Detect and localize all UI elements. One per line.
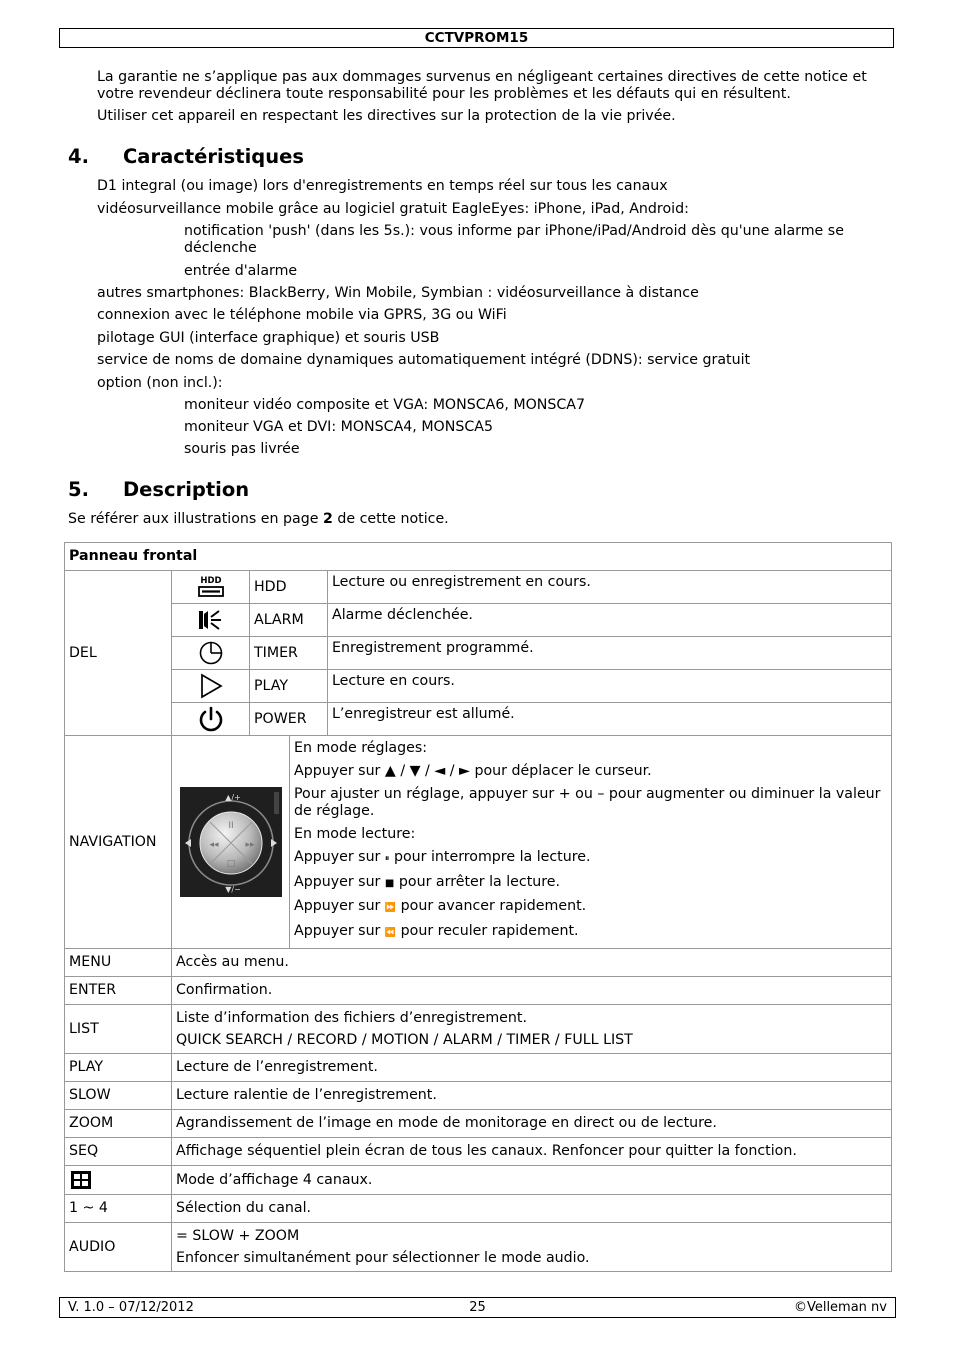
led-name: HDD (250, 571, 328, 604)
led-name: TIMER (250, 637, 328, 670)
button-description: Accès au menu. (172, 949, 892, 977)
feature-item: option (non incl.): (97, 375, 223, 391)
pad-up-label: ▲/+ (224, 793, 241, 802)
front-panel-table (64, 542, 892, 1272)
led-name: ALARM (250, 604, 328, 637)
button-label: PLAY (65, 1054, 172, 1082)
button-description: Lecture de l’enregistrement. (172, 1054, 892, 1082)
page-footer (59, 1297, 896, 1318)
nav-line: Pour ajuster un réglage, appuyer sur + ou – pour augmenter ou diminuer la valeur de réglage. (294, 786, 881, 819)
stop-icon: ■ (384, 878, 395, 889)
page-number: 25 (469, 1300, 486, 1315)
copyright: ©Velleman nv (793, 1300, 887, 1315)
svg-text:◂◂: ◂◂ (208, 840, 219, 850)
fast-forward-icon: ⏩ (384, 903, 397, 913)
nav-line: En mode lecture: (294, 826, 416, 842)
section-4-title: Caractéristiques (123, 145, 304, 168)
button-label: ZOOM (65, 1110, 172, 1138)
alarm-icon (196, 607, 226, 633)
button-label: SLOW (65, 1082, 172, 1110)
feature-item: pilotage GUI (interface graphique) et souris USB (97, 330, 440, 346)
section-5-title: Description (123, 478, 250, 501)
play-icon (196, 673, 226, 699)
feature-subitem: souris pas livrée (184, 441, 300, 457)
svg-text:II: II (227, 821, 234, 831)
svg-text:▸▸: ▸▸ (244, 840, 255, 850)
section-5-heading (68, 478, 249, 502)
feature-item: autres smartphones: BlackBerry, Win Mobile, Symbian : vidéosurveillance à distance (97, 285, 699, 301)
table-heading: Panneau frontal (65, 543, 892, 571)
button-label: ENTER (65, 977, 172, 1005)
svg-text:HDD: HDD (199, 576, 222, 586)
section-4-heading (68, 145, 304, 169)
quad-view-icon (69, 1170, 93, 1190)
button-description: Agrandissement de l’image en mode de monitorage en direct ou de lecture. (172, 1110, 892, 1138)
button-label: AUDIO (65, 1223, 172, 1272)
section-5-number: 5. (68, 478, 89, 501)
svg-text:□: □ (226, 859, 235, 869)
button-description: Lecture ralentie de l’enregistrement. (172, 1082, 892, 1110)
page-header: CCTVPROM15 (59, 28, 894, 48)
nav-line: En mode réglages: (294, 740, 428, 756)
pad-down-label: ▼/− (224, 885, 241, 894)
button-description: Affichage séquentiel plein écran de tous les canaux. Renfoncer pour quitter la fonction. (172, 1138, 892, 1166)
feature-item: service de noms de domaine dynamiques automatiquement intégré (DDNS): service gratuit (97, 352, 751, 368)
rewind-icon: ⏪ (384, 928, 397, 938)
button-label: LIST (65, 1005, 172, 1054)
nav-action: Appuyer sur ■ pour arrêter la lecture. (294, 874, 561, 890)
button-label: 1 ~ 4 (65, 1195, 172, 1223)
feature-item: D1 integral (ou image) lors d'enregistrements en temps réel sur tous les canaux (97, 178, 668, 194)
button-description: Sélection du canal. (172, 1195, 892, 1223)
button-description: Confirmation. (172, 977, 892, 1005)
hdd-icon (196, 574, 226, 600)
intro-paragraph-1: La garantie ne s’applique pas aux dommages survenus en négligeant certaines directives de cette notice et votre revendeur déclinera toute responsabilité pour les problèmes et les défauts qui en résultent. (97, 69, 867, 102)
section-5-reference: Se référer aux illustrations en page 2 de cette notice. (68, 511, 449, 527)
button-description: = SLOW + ZOOM Enfoncer simultanément pour sélectionner le mode audio. (172, 1223, 892, 1272)
nav-action: Appuyer sur ⏩ pour avancer rapidement. (294, 898, 587, 914)
power-icon (196, 706, 226, 732)
version-info: V. 1.0 – 07/12/2012 (68, 1300, 194, 1315)
feature-item: connexion avec le téléphone mobile via GPRS, 3G ou WiFi (97, 307, 507, 323)
nav-action: Appuyer sur ⏪ pour reculer rapidement. (294, 923, 579, 939)
pause-icon: ⏸ (384, 854, 390, 864)
led-description: L’enregistreur est allumé. (328, 703, 892, 736)
navigation-description (290, 736, 892, 949)
button-description: Mode d’affichage 4 canaux. (172, 1166, 892, 1195)
intro-paragraph-2: Utiliser cet appareil en respectant les directives sur la protection de la vie privée. (97, 108, 676, 124)
feature-subitem: entrée d'alarme (184, 263, 298, 279)
navigation-label: NAVIGATION (65, 736, 172, 949)
section-4-number: 4. (68, 145, 89, 168)
feature-subitem: moniteur VGA et DVI: MONSCA4, MONSCA5 (184, 419, 493, 435)
feature-subitem: moniteur vidéo composite et VGA: MONSCA6, MONSCA7 (184, 397, 586, 413)
led-description: Enregistrement programmé. (328, 637, 892, 670)
led-name: POWER (250, 703, 328, 736)
del-label: DEL (65, 571, 172, 736)
feature-subitem: notification 'push' (dans les 5s.): vous informe par iPhone/iPad/Android dès qu'une alarme se déclenche (184, 223, 844, 256)
nav-action: Appuyer sur ⏸ pour interrompre la lecture. (294, 849, 591, 865)
led-description: Lecture en cours. (328, 670, 892, 703)
led-name: PLAY (250, 670, 328, 703)
feature-item: vidéosurveillance mobile grâce au logiciel gratuit EagleEyes: iPhone, iPad, Android: (97, 201, 689, 217)
button-description: Liste d’information des fichiers d’enregistrement. QUICK SEARCH / RECORD / MOTION / ALARM / TIMER / FULL LIST (172, 1005, 892, 1054)
button-label: MENU (65, 949, 172, 977)
button-label: SEQ (65, 1138, 172, 1166)
led-description: Lecture ou enregistrement en cours. (328, 571, 892, 604)
navigation-pad-image (180, 787, 282, 897)
led-description: Alarme déclenchée. (328, 604, 892, 637)
nav-line: Appuyer sur ▲ / ▼ / ◄ / ► pour déplacer le curseur. (294, 763, 652, 779)
timer-icon (196, 640, 226, 666)
